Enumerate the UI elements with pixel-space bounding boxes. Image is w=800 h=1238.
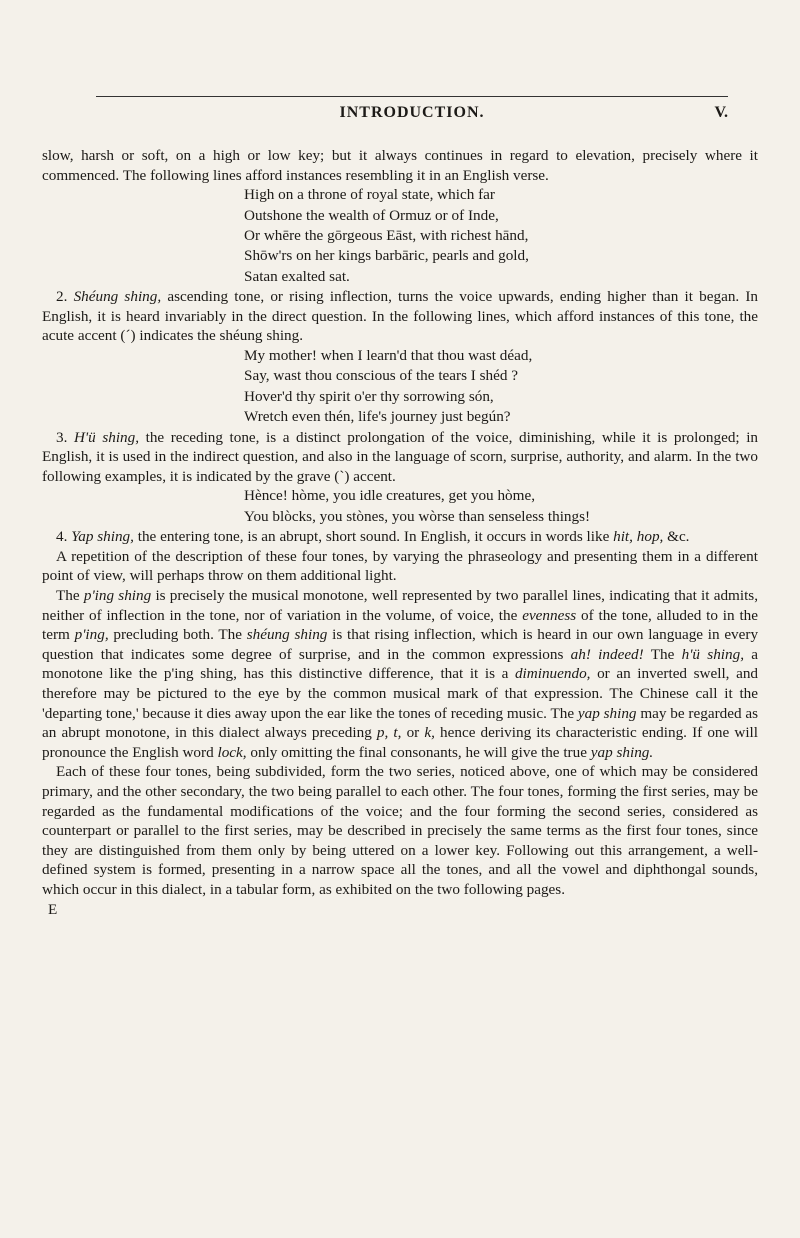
- item-number: 4.: [56, 528, 68, 546]
- running-header: [96, 104, 728, 124]
- emphasis: diminuendo,: [514, 665, 591, 683]
- tone-term: p'ing shing: [83, 587, 152, 604]
- item-number: 2.: [56, 288, 68, 306]
- item-number: 3.: [56, 428, 68, 446]
- emphasis: p, t,: [376, 724, 402, 742]
- verse-line: Satan exalted sat.: [244, 267, 350, 285]
- verse-line: Hover'd thy spirit o'er thy sorrowing són,: [244, 387, 494, 405]
- tone-term: Shéung shing,: [73, 288, 162, 306]
- verse-line: Say, wast thou conscious of the tears I shéd ?: [244, 367, 519, 385]
- tone-term: p'ing,: [74, 626, 109, 644]
- paragraph-tone-descriptions: The p'ing shing is precisely the musical monotone, well represented by two parallel lines, indicating that it admits, neither of inflection in the tone, nor of variation in the volume, of voice, the evenness of the tone, alluded to in the term p'ing, precluding both. The shéung shing is that rising inflection, which is heard in our own language in every question that indicates some degree of surprise, and in the common expressions ah! indeed! The h'ü shing, a monotone like the p'ing shing, has this distinctive difference, that it is a diminuendo, or an inverted swell, and therefore may be pictured to the eye by the common musical mark of that expression. The Chinese call it the 'departing tone,' because it dies away upon the ear like the tones of receding music. The yap shing may be regarded as an abrupt monotone, in this dialect always preceding p, t, or k, hence deriving its characteristic ending. If one will pronounce the English word lock, only omitting the final consonants, he will give the true yap shing.: [42, 587, 759, 761]
- tone-term: Yap shing,: [71, 528, 134, 546]
- example-word: lock,: [217, 743, 247, 761]
- paragraph-series: Each of these four tones, being subdivided, form the two series, noticed above, one of which may be considered primary, and the other secondary, the two being parallel to each other. The four tones, forming the first series, may be regarded as the fundamental modifications of the voice; and the four forming the second series, considered as counterpart or parallel to the first series, may be described in precisely the same terms as the first four tones, since they are distinguished from them only by being uttered on a lower key. Following out this arrangement, a well-defined system is formed, presenting in a narrow space all the tones, and all the vowel and diphthongal sounds, which occur in this dialect, in a tabular form, as exhibited on the two following pages.: [42, 763, 758, 898]
- verse-line: Or whēre the gōrgeous Eāst, with richest hānd,: [244, 227, 529, 244]
- emphasis: ah! indeed!: [570, 645, 644, 663]
- paragraph-text: the receding tone, is a distinct prolongation of the voice, diminishing, while it is prolonged; in English, it is used in the indirect question, and also in the language of scorn, surprise, authority, and alarm. In the two following examples, it is indicated by the grave (`) accent.: [42, 428, 759, 485]
- header-title: INTRODUCTION.: [339, 104, 485, 121]
- header-rule: [96, 96, 728, 97]
- paragraph-yap-shing: [42, 527, 758, 547]
- verse-block-3: [244, 486, 758, 527]
- example-word: hop,: [636, 528, 664, 546]
- verse-line: High on a throne of royal state, which far: [244, 186, 495, 204]
- verse-line: You blòcks, you stònes, you wòrse than senseless things!: [244, 507, 591, 525]
- verse-block-2: [244, 346, 758, 428]
- example-word: hit,: [613, 528, 633, 546]
- tone-term: h'ü shing,: [681, 645, 744, 663]
- verse-block-1: [244, 185, 758, 287]
- tone-term: H'ü shing,: [73, 428, 140, 446]
- page-number: V.: [714, 104, 728, 121]
- page-body: [42, 146, 758, 919]
- tone-term: yap shing: [577, 704, 637, 722]
- verse-line: Wretch even thén, life's journey just begún?: [244, 408, 511, 426]
- emphasis: k,: [424, 724, 435, 742]
- verse-line: Hènce! hòme, you idle creatures, get you hòme,: [244, 487, 535, 505]
- tone-term: yap shing.: [590, 743, 654, 761]
- paragraph-text: &c.: [667, 528, 690, 546]
- verse-line: Shōw'rs on her kings barbāric, pearls and gold,: [244, 247, 529, 265]
- verse-line: Outshone the wealth of Ormuz or of Inde,: [244, 206, 499, 224]
- paragraph-text: ascending tone, or rising inflection, turns the voice upwards, ending higher than it began. In English, it is heard invariably in the direct question. In the following lines, which afford instances of this tone, the acute accent (´) indicates the shéung shing.: [42, 288, 759, 345]
- verse-line: My mother! when I learn'd that thou wast déad,: [244, 347, 533, 364]
- paragraph-hü-shing: [42, 428, 758, 487]
- paragraph-text: the entering tone, is an abrupt, short sound. In English, it occurs in words like: [137, 528, 610, 546]
- tone-term: shéung shing: [246, 626, 328, 644]
- emphasis: evenness: [522, 606, 577, 624]
- paragraph-repetition: A repetition of the description of these four tones, by varying the phraseology and presenting them in a different point of view, will perhaps throw on them additional light.: [42, 547, 758, 585]
- intro-paragraph: slow, harsh or soft, on a high or low key; but it always continues in regard to elevation, precisely where it commenced. The following lines afford instances resembling it in an English verse.: [42, 147, 758, 184]
- paragraph-shéung-shing: [42, 287, 758, 346]
- signature-mark: E: [48, 900, 58, 918]
